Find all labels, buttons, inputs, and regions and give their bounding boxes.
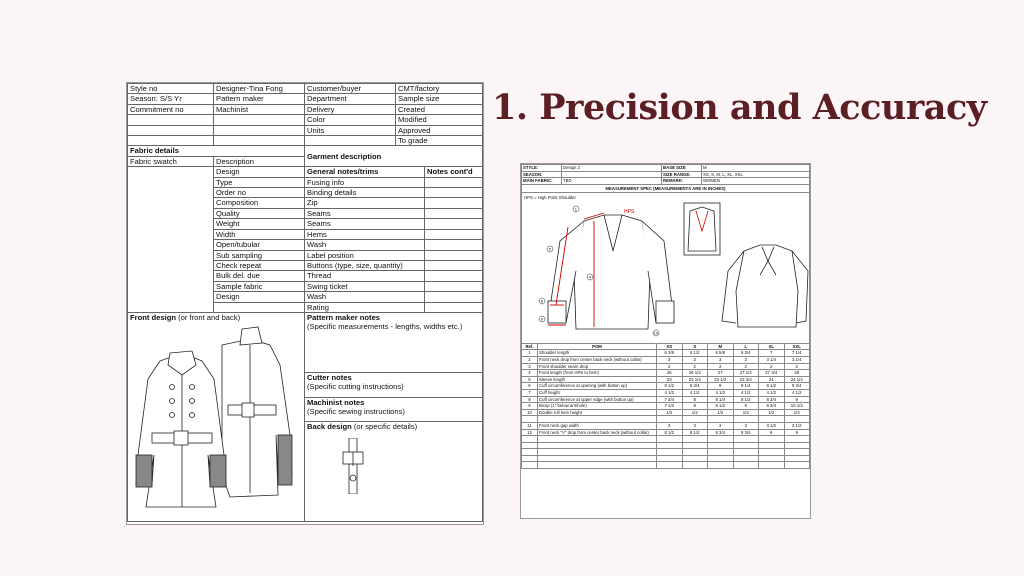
measurement-row bbox=[522, 370, 810, 377]
measurement-row bbox=[522, 422, 810, 429]
measurement-row bbox=[522, 455, 810, 462]
measurement-cell: 4 1/2 bbox=[657, 389, 683, 396]
cutter-notes-title: Cutter notes bbox=[307, 372, 352, 382]
measurement-cell: Front neck drop from center back neck (without collar) bbox=[538, 356, 657, 363]
measurement-cell: 3 bbox=[522, 363, 538, 370]
measurement-column-header: L bbox=[733, 343, 759, 350]
measurement-cell: 9 1/4 bbox=[733, 383, 759, 390]
header-cell: Customer/buyer bbox=[305, 84, 396, 94]
spec-header-row bbox=[522, 165, 810, 172]
measurement-cell: 6 bbox=[522, 383, 538, 390]
measurement-row bbox=[522, 429, 810, 436]
measurement-cell: 27 3/4 bbox=[759, 370, 785, 377]
measurement-cell bbox=[733, 416, 759, 423]
measurement-cell: 8 3/4 bbox=[682, 383, 708, 390]
fabric-field: Bulk del. due bbox=[214, 271, 305, 281]
general-note: Zip bbox=[305, 198, 425, 208]
fabric-field: Sub sampling bbox=[214, 250, 305, 260]
header-cell: To grade bbox=[396, 136, 483, 146]
measurement-cell: Front neck gap width bbox=[538, 422, 657, 429]
measurement-cell: 4 1/2 bbox=[759, 389, 785, 396]
measurement-cell bbox=[733, 442, 759, 449]
spec-header-cell: SIZE RANGE: bbox=[662, 171, 702, 178]
measurement-cell bbox=[784, 462, 810, 469]
general-note: Wash bbox=[305, 292, 425, 302]
spec-header-cell: MAIN FABRIC: bbox=[522, 178, 562, 185]
measurement-row bbox=[522, 356, 810, 363]
measurement-cell: 1/2 bbox=[733, 409, 759, 416]
measurement-cell: Cuff circumference at upper edge (with button up) bbox=[538, 396, 657, 403]
measurement-cell bbox=[538, 455, 657, 462]
general-note: Hems bbox=[305, 229, 425, 239]
spec-header-cell: STYLE: bbox=[522, 165, 562, 172]
measurement-table bbox=[521, 343, 810, 469]
measurement-cell bbox=[682, 416, 708, 423]
measurement-cell bbox=[522, 436, 538, 443]
measurement-cell: 9 3/4 bbox=[759, 403, 785, 410]
measurement-cell: 3 bbox=[657, 422, 683, 429]
measurement-row bbox=[522, 442, 810, 449]
general-note: Label position bbox=[305, 250, 425, 260]
measurement-cell: 27 1/2 bbox=[733, 370, 759, 377]
measurement-cell: 7 1/4 bbox=[784, 350, 810, 357]
header-row bbox=[128, 115, 483, 125]
measurement-cell: Cuff height bbox=[538, 389, 657, 396]
garment-description-heading: Garment description bbox=[305, 146, 483, 167]
fabric-field: Quality bbox=[214, 208, 305, 218]
tech-pack-details-table bbox=[127, 145, 483, 313]
measurement-row bbox=[522, 436, 810, 443]
measurement-cell bbox=[657, 449, 683, 456]
fabric-field: Sample fabric bbox=[214, 281, 305, 291]
tech-pack-sheet bbox=[126, 82, 484, 525]
measurement-cell bbox=[682, 436, 708, 443]
front-design-cell bbox=[128, 312, 305, 521]
callout-4: 4 bbox=[588, 274, 592, 280]
measurement-cell: 23 1/2 bbox=[708, 376, 734, 383]
header-cell: Created bbox=[396, 104, 483, 114]
header-cell: Style no bbox=[128, 84, 214, 94]
pattern-notes-cell bbox=[305, 312, 483, 372]
measurement-cell: 2 bbox=[759, 363, 785, 370]
measurement-cell bbox=[538, 416, 657, 423]
spec-header-table bbox=[521, 164, 810, 185]
measurement-cell: 7 bbox=[759, 350, 785, 357]
measurement-cell: 3 bbox=[733, 422, 759, 429]
spec-header-row bbox=[522, 178, 810, 185]
general-note: Buttons (type, size, quantity) bbox=[305, 260, 425, 270]
measurement-cell bbox=[759, 442, 785, 449]
measurement-cell bbox=[708, 449, 734, 456]
header-cell bbox=[305, 136, 396, 146]
measurement-cell: 2 bbox=[784, 363, 810, 370]
general-note: Swing ticket bbox=[305, 281, 425, 291]
notes-contd-heading: Notes cont'd bbox=[425, 167, 483, 177]
spec-header-cell: XS, S, M, L, XL, XXL bbox=[702, 171, 810, 178]
measurement-spec-sheet bbox=[520, 163, 811, 519]
header-row bbox=[128, 125, 483, 135]
measurement-cell: 10 1/2 bbox=[784, 403, 810, 410]
measurement-cell: Front shoulder seam drop bbox=[538, 363, 657, 370]
measurement-cell: 9 bbox=[784, 396, 810, 403]
front-design-note: (or front and back) bbox=[175, 312, 241, 322]
measurement-cell: Bicep (1" below armhole) bbox=[538, 403, 657, 410]
measurement-cell: 9 bbox=[784, 429, 810, 436]
measurement-cell: 8 1/2 bbox=[708, 403, 734, 410]
measurement-cell: 27 bbox=[708, 370, 734, 377]
measurement-cell bbox=[682, 442, 708, 449]
callout-1: 1 bbox=[574, 206, 578, 212]
header-cell: Commitment no bbox=[128, 104, 214, 114]
general-note: Fusing info bbox=[305, 177, 425, 187]
measurement-cell: 23 3/4 bbox=[733, 376, 759, 383]
measurement-column-header: XXL bbox=[784, 343, 810, 350]
spec-header-cell: BASE SIZE bbox=[662, 165, 702, 172]
measurement-row bbox=[522, 383, 810, 390]
measurement-cell: 26 bbox=[657, 370, 683, 377]
measurement-cell: 10 bbox=[522, 409, 538, 416]
header-cell: Season: S/S Yr bbox=[128, 94, 214, 104]
fabric-field: Composition bbox=[214, 198, 305, 208]
measurement-cell: 1/2 bbox=[657, 409, 683, 416]
machinist-notes-cell bbox=[305, 397, 483, 422]
measurement-row bbox=[522, 403, 810, 410]
cutter-notes-desc: (Specific cutting instructions) bbox=[307, 382, 404, 392]
measurement-cell: 24 bbox=[759, 376, 785, 383]
measurement-cell: 8 bbox=[522, 396, 538, 403]
general-note: Seams bbox=[305, 219, 425, 229]
measurement-cell bbox=[708, 416, 734, 423]
spec-header-cell: SEASON: bbox=[522, 171, 562, 178]
cutter-notes-cell bbox=[305, 372, 483, 397]
fabric-field: Description bbox=[214, 156, 305, 166]
measurement-cell: 11 bbox=[522, 422, 538, 429]
measurement-cell: 5 bbox=[522, 376, 538, 383]
measurement-cell bbox=[657, 416, 683, 423]
measurement-cell: 7 bbox=[522, 389, 538, 396]
measurement-cell: 8 1/2 bbox=[682, 429, 708, 436]
measurement-cell bbox=[682, 455, 708, 462]
header-row bbox=[128, 136, 483, 146]
measurement-cell: 7 1/2 bbox=[657, 403, 683, 410]
slide-title: 1. Precision and Accuracy bbox=[492, 87, 987, 128]
measurement-cell: 3 bbox=[708, 356, 734, 363]
measurement-cell bbox=[522, 449, 538, 456]
header-cell: Sample size bbox=[396, 94, 483, 104]
measurement-row bbox=[522, 462, 810, 469]
measurement-cell bbox=[538, 462, 657, 469]
measurement-cell: 9 bbox=[733, 403, 759, 410]
hps-label: HPS bbox=[624, 208, 635, 215]
back-design-cell bbox=[305, 422, 483, 522]
header-row bbox=[128, 94, 483, 104]
measurement-cell bbox=[708, 455, 734, 462]
measurement-spec-title: MEASUREMENT SPEC (MEASUREMENTS ARE IN INCHES) bbox=[521, 185, 810, 193]
header-row bbox=[128, 104, 483, 114]
measurement-cell: 24 1/4 bbox=[784, 376, 810, 383]
measurement-cell bbox=[522, 462, 538, 469]
general-note: Wash bbox=[305, 240, 425, 250]
measurement-cell bbox=[733, 436, 759, 443]
fabric-field: Design bbox=[214, 167, 305, 177]
hps-note: HPS = High Point Shoulder bbox=[524, 194, 576, 200]
callout-6: 6 bbox=[540, 316, 544, 322]
spec-header-cell bbox=[562, 171, 662, 178]
header-cell: Machinist bbox=[214, 104, 305, 114]
header-cell: Modified bbox=[396, 115, 483, 125]
measurement-row bbox=[522, 396, 810, 403]
measurement-row bbox=[522, 376, 810, 383]
measurement-cell bbox=[522, 455, 538, 462]
tech-pack-header-table bbox=[127, 83, 483, 146]
buckle-detail-sketch bbox=[335, 438, 375, 494]
measurement-cell: 9 bbox=[759, 429, 785, 436]
measurement-cell: 1/2 bbox=[682, 409, 708, 416]
measurement-cell: 4 1/2 bbox=[784, 389, 810, 396]
measurement-cell bbox=[784, 455, 810, 462]
measurement-cell: Sleeve length bbox=[538, 376, 657, 383]
spec-header-cell: WOMEN bbox=[702, 178, 810, 185]
measurement-cell bbox=[759, 449, 785, 456]
fabric-field: Design bbox=[214, 292, 305, 302]
header-cell: Pattern maker bbox=[214, 94, 305, 104]
callout-10: 10 bbox=[653, 330, 659, 336]
spec-drawing-area bbox=[521, 193, 810, 343]
general-note: Seams bbox=[305, 208, 425, 218]
measurement-cell bbox=[657, 442, 683, 449]
general-note: Thread bbox=[305, 271, 425, 281]
measurement-cell: 6 3/8 bbox=[657, 350, 683, 357]
measurement-cell: 8 3/4 bbox=[708, 429, 734, 436]
coat-sketch bbox=[130, 325, 302, 515]
measurement-cell: 2 bbox=[708, 363, 734, 370]
header-cell: CMT/factory bbox=[396, 84, 483, 94]
spec-header-cell: TBD bbox=[562, 178, 662, 185]
measurement-cell: 1/2 bbox=[759, 409, 785, 416]
measurement-cell: 3 1/2 bbox=[759, 422, 785, 429]
measurement-cell: 4 bbox=[522, 370, 538, 377]
measurement-cell bbox=[522, 416, 538, 423]
header-cell: Approved bbox=[396, 125, 483, 135]
measurement-column-header: POM bbox=[538, 343, 657, 350]
spec-header-cell: M bbox=[702, 165, 810, 172]
measurement-cell bbox=[708, 462, 734, 469]
measurement-cell bbox=[759, 416, 785, 423]
measurement-cell: 1/2 bbox=[708, 409, 734, 416]
pattern-notes-desc: (Specific measurements - lengths, widths etc.) bbox=[307, 322, 463, 332]
measurement-cell: 6 5/8 bbox=[708, 350, 734, 357]
measurement-cell: 8 1/2 bbox=[733, 396, 759, 403]
measurement-cell: 8 bbox=[682, 403, 708, 410]
measurement-cell bbox=[708, 442, 734, 449]
measurement-cell bbox=[657, 462, 683, 469]
header-cell bbox=[128, 115, 214, 125]
header-cell: Designer-Tina Fong bbox=[214, 84, 305, 94]
measurement-cell: 3 bbox=[682, 356, 708, 363]
fabric-field: Open/tubular bbox=[214, 240, 305, 250]
machinist-notes-desc: (Specific sewing instructions) bbox=[307, 407, 405, 416]
measurement-cell: 4 1/2 bbox=[733, 389, 759, 396]
measurement-cell: 8 3/4 bbox=[733, 429, 759, 436]
measurement-cell: 23 1/4 bbox=[682, 376, 708, 383]
measurement-cell bbox=[784, 449, 810, 456]
measurement-cell: 3 bbox=[657, 356, 683, 363]
measurement-column-header: XL bbox=[759, 343, 785, 350]
measurement-cell: 3 1/2 bbox=[784, 422, 810, 429]
measurement-cell: 2 bbox=[682, 363, 708, 370]
fabric-swatch-label: Fabric swatch bbox=[128, 156, 214, 166]
machinist-notes-title: Machinist notes bbox=[307, 397, 365, 407]
measurement-cell bbox=[784, 416, 810, 423]
fabric-field: Order no bbox=[214, 188, 305, 198]
callout-8: 8 bbox=[540, 298, 544, 304]
measurement-cell: 9 bbox=[522, 403, 538, 410]
measurement-cell: 6 1/2 bbox=[682, 350, 708, 357]
fabric-details-heading: Fabric details bbox=[128, 146, 305, 156]
measurement-cell: 3 bbox=[733, 356, 759, 363]
tech-pack-notes-table bbox=[127, 312, 483, 522]
spec-header-row bbox=[522, 171, 810, 178]
header-cell bbox=[128, 136, 214, 146]
measurement-cell bbox=[522, 442, 538, 449]
measurement-cell: 1/2 bbox=[784, 409, 810, 416]
measurement-row bbox=[522, 416, 810, 423]
measurement-cell bbox=[733, 449, 759, 456]
measurement-cell: 9 bbox=[708, 383, 734, 390]
general-note: Binding details bbox=[305, 188, 425, 198]
measurement-cell: 7 3/4 bbox=[657, 396, 683, 403]
measurement-row bbox=[522, 389, 810, 396]
measurement-cell bbox=[657, 455, 683, 462]
measurement-cell: 2 bbox=[657, 363, 683, 370]
measurement-cell bbox=[759, 436, 785, 443]
measurement-cell: 8 3/4 bbox=[759, 396, 785, 403]
measurement-cell bbox=[784, 442, 810, 449]
measurement-column-header: XS bbox=[657, 343, 683, 350]
spec-header-cell: Design 2 bbox=[562, 165, 662, 172]
measurement-cell: 8 1/2 bbox=[657, 383, 683, 390]
callout-5: 5 bbox=[548, 246, 552, 252]
header-cell bbox=[214, 136, 305, 146]
measurement-cell: 3 bbox=[682, 422, 708, 429]
measurement-cell bbox=[733, 455, 759, 462]
measurement-cell: 3 1/4 bbox=[759, 356, 785, 363]
measurement-cell: Front neck "V" drop from center back neck (without collar) bbox=[538, 429, 657, 436]
measurement-cell: 2 bbox=[522, 356, 538, 363]
fabric-field: Type bbox=[214, 177, 305, 187]
measurement-cell bbox=[682, 449, 708, 456]
measurement-column-header: S bbox=[682, 343, 708, 350]
fabric-field: Width bbox=[214, 229, 305, 239]
measurement-cell: 3 1/4 bbox=[784, 356, 810, 363]
measurement-row bbox=[522, 409, 810, 416]
spec-header-cell: REMARK: bbox=[662, 178, 702, 185]
fabric-swatch-area bbox=[128, 167, 214, 313]
header-cell: Units bbox=[305, 125, 396, 135]
measurement-column-header: Ref. bbox=[522, 343, 538, 350]
header-cell: Department bbox=[305, 94, 396, 104]
header-cell: Color bbox=[305, 115, 396, 125]
measurement-cell bbox=[759, 462, 785, 469]
measurement-cell: 9 3/4 bbox=[784, 383, 810, 390]
measurement-cell: 3 bbox=[708, 422, 734, 429]
header-cell bbox=[128, 125, 214, 135]
measurement-cell bbox=[784, 436, 810, 443]
measurement-cell: Cuff circumference at opening (with button up) bbox=[538, 383, 657, 390]
measurement-cell bbox=[708, 436, 734, 443]
measurement-column-header: M bbox=[708, 343, 734, 350]
measurement-row bbox=[522, 363, 810, 370]
measurement-row bbox=[522, 350, 810, 357]
header-cell: Delivery bbox=[305, 104, 396, 114]
header-row bbox=[128, 84, 483, 94]
back-design-note: (or specific details) bbox=[351, 422, 418, 432]
measurement-cell: 8 1/2 bbox=[657, 429, 683, 436]
header-cell bbox=[214, 115, 305, 125]
measurement-cell bbox=[538, 442, 657, 449]
fabric-field: Check repeat bbox=[214, 260, 305, 270]
header-cell bbox=[214, 125, 305, 135]
measurement-cell: 23 bbox=[657, 376, 683, 383]
measurement-cell bbox=[657, 436, 683, 443]
general-note: Rating bbox=[305, 302, 425, 312]
measurement-cell bbox=[538, 436, 657, 443]
measurement-cell bbox=[538, 449, 657, 456]
pattern-notes-title: Pattern maker notes bbox=[307, 312, 381, 322]
measurement-cell bbox=[682, 462, 708, 469]
general-notes-heading: General notes/trims bbox=[305, 167, 425, 177]
measurement-cell: 8 bbox=[682, 396, 708, 403]
measurement-cell: 1 bbox=[522, 350, 538, 357]
measurement-cell: Shoulder length bbox=[538, 350, 657, 357]
measurement-cell bbox=[733, 462, 759, 469]
measurement-cell: 4 1/2 bbox=[708, 389, 734, 396]
measurement-row bbox=[522, 449, 810, 456]
measurement-cell: 28 bbox=[784, 370, 810, 377]
measurement-cell: 6 3/4 bbox=[733, 350, 759, 357]
measurement-cell: Double roll hem height bbox=[538, 409, 657, 416]
front-design-title: Front design bbox=[130, 312, 176, 322]
fabric-field: Weight bbox=[214, 219, 305, 229]
measurement-cell: 9 1/2 bbox=[759, 383, 785, 390]
measurement-cell: 12 bbox=[522, 429, 538, 436]
measurement-cell: 8 1/4 bbox=[708, 396, 734, 403]
measurement-cell: Front length (from HPS to hem) bbox=[538, 370, 657, 377]
measurement-cell bbox=[759, 455, 785, 462]
blouse-spec-sketch bbox=[524, 201, 809, 341]
measurement-cell: 26 1/2 bbox=[682, 370, 708, 377]
back-design-title: Back design bbox=[307, 422, 352, 432]
measurement-cell: 2 bbox=[733, 363, 759, 370]
measurement-cell: 4 1/2 bbox=[682, 389, 708, 396]
